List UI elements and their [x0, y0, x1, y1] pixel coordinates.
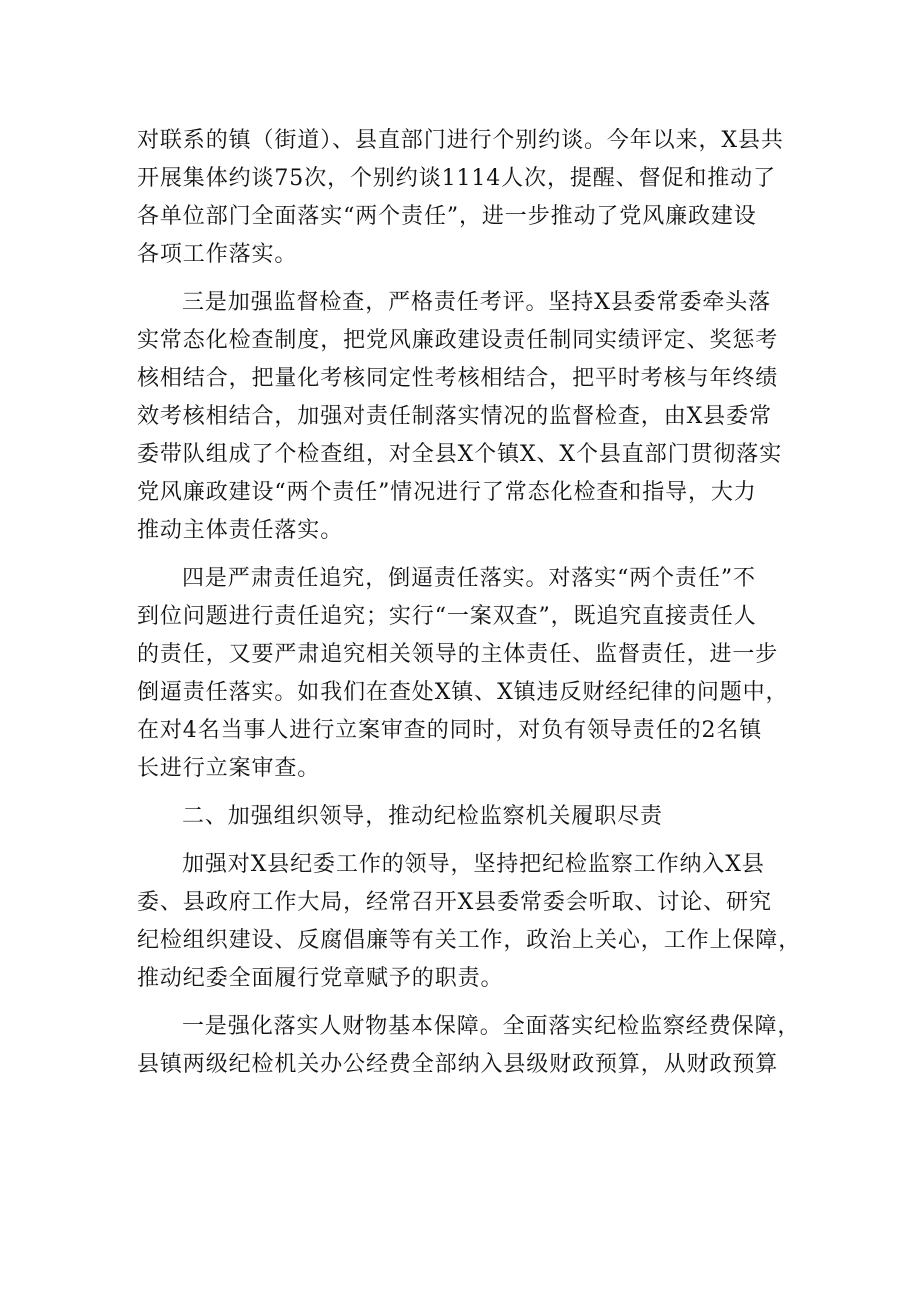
- text-line: 长进行立案审查。: [137, 756, 321, 781]
- text-line: 县镇两级纪检机关办公经费全部纳入县级财政预算，从财政预算: [137, 1052, 779, 1077]
- text-line: 倒逼责任落实。如我们在查处X镇、X镇违反财经纪律的问题中，: [137, 680, 789, 705]
- text-line: 纪检组织建设、反腐倡廉等有关工作，政治上关心，工作上保障，: [137, 928, 802, 953]
- text-line: 一是强化落实人财物基本保障。全面落实纪检监察经费保障，: [182, 1014, 801, 1039]
- text-line: 委、县政府工作大局，经常召开X县委常委会听取、讨论、研究: [137, 890, 772, 915]
- text-line: 效考核相结合，加强对责任制落实情况的监督检查，由X县委常: [137, 404, 772, 429]
- text-line: 二、加强组织领导，推动纪检监察机关履职尽责: [182, 804, 663, 829]
- text-line: 委带队组成了个检查组，对全县X个镇X、X个县直部门贯彻落实: [137, 442, 783, 467]
- text-line: 各项工作落实。: [137, 242, 298, 267]
- text-line: 四是严肃责任追究，倒逼责任落实。对落实“两个责任”不: [182, 566, 756, 591]
- text-line: 对联系的镇（街道）、县直部门进行个别约谈。今年以来，X县共: [137, 128, 784, 153]
- text-line: 推动主体责任落实。: [137, 518, 344, 543]
- text-line: 加强对X县纪委工作的领导，坚持把纪检监察工作纳入X县: [182, 852, 765, 877]
- text-line: 三是加强监督检查，严格责任考评。坚持X县委常委牵头落: [182, 290, 772, 315]
- text-line: 党风廉政建设“两个责任”情况进行了常态化检查和指导，大力: [137, 480, 757, 505]
- text-line: 到位问题进行责任追究；实行“一案双查”，既追究直接责任人: [137, 604, 757, 629]
- text-line: 在对4名当事人进行立案审查的同时，对负有领导责任的2名镇: [137, 718, 763, 743]
- text-line: 各单位部门全面落实“两个责任”，进一步推动了党风廉政建设: [137, 204, 757, 229]
- text-line: 开展集体约谈75次，个别约谈1114人次，提醒、督促和推动了: [137, 166, 776, 191]
- text-line: 的责任，又要严肃追究相关领导的主体责任、监督责任，进一步: [137, 642, 779, 667]
- text-line: 实常态化检查制度，把党风廉政建设责任制同实绩评定、奖惩考: [137, 328, 779, 353]
- text-line: 推动纪委全面履行党章赋予的职责。: [137, 966, 504, 991]
- text-line: 核相结合，把量化考核同定性考核相结合，把平时考核与年终绩: [137, 366, 779, 391]
